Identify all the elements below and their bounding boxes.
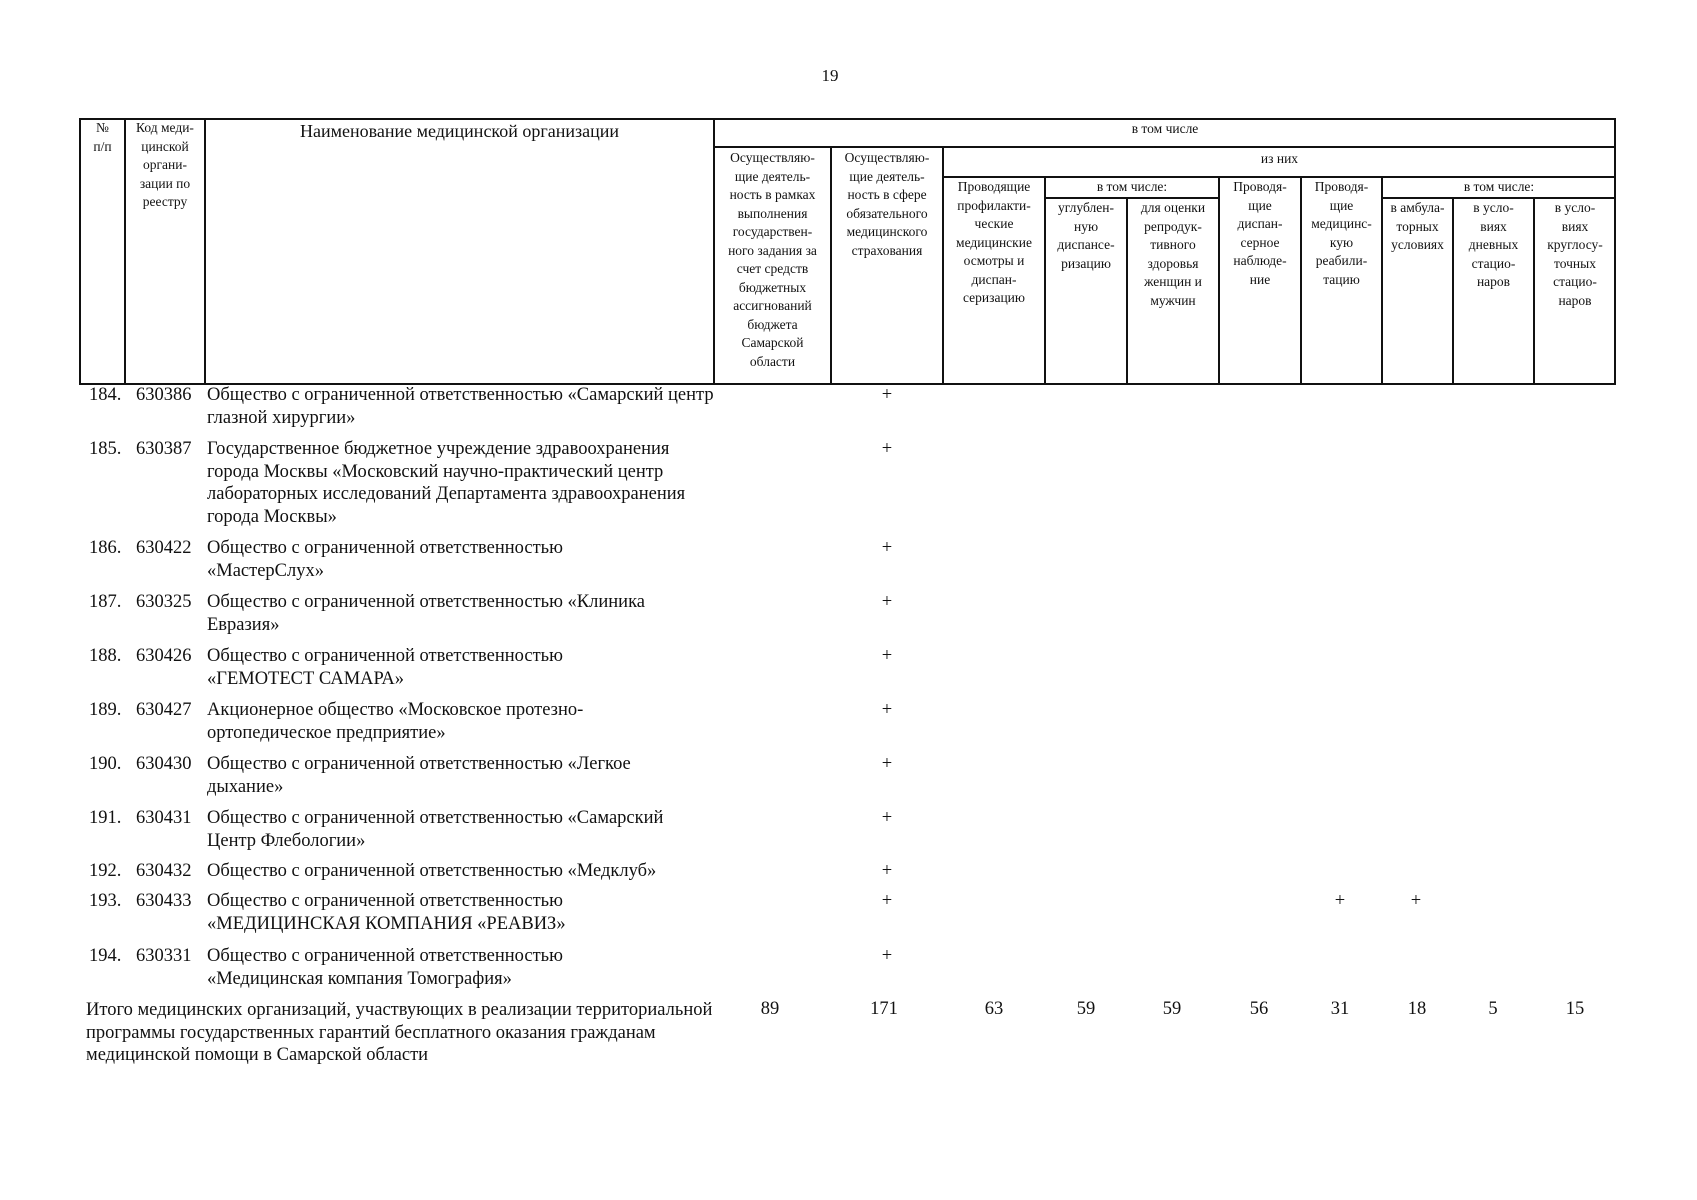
row-number: 193. <box>89 891 122 911</box>
row-name: Государственное бюджетное учреждение здравоохранения города Москвы «Московский научно-практический центр лабораторных исследований Департамента здравоохранения города Москвы» <box>207 439 686 527</box>
row-name: Общество с ограниченной ответственностью «МастерСлух» <box>207 538 563 581</box>
header-oms: Осуществляю- щие деятель- ность в сфере обязательного медицинского страхования <box>844 150 930 258</box>
total-day: 5 <box>1488 999 1498 1019</box>
row-oms-mark: + <box>881 646 893 666</box>
row-name: Общество с ограниченной ответственностью «Легкое дыхание» <box>207 754 631 797</box>
header-disp: Проводя- щие диспан- серное наблюде- ние <box>1233 179 1287 287</box>
row-number: 191. <box>89 808 122 828</box>
row-number: 187. <box>89 592 122 612</box>
row-code: 630430 <box>136 754 192 774</box>
row-number: 185. <box>89 439 122 459</box>
total-state-task: 89 <box>760 999 780 1019</box>
total-repro: 59 <box>1162 999 1182 1019</box>
row-amb-mark: + <box>1410 891 1422 911</box>
row-oms-mark: + <box>881 754 893 774</box>
header-code: Код меди- цинской органи- зации по реестру <box>136 120 194 209</box>
row-number: 194. <box>89 946 122 966</box>
row-name: Общество с ограниченной ответственностью «Медклуб» <box>207 861 657 881</box>
row-number: 184. <box>89 385 122 405</box>
row-code: 630331 <box>136 946 192 966</box>
header-num: № п/п <box>93 120 112 154</box>
row-rehab-mark: + <box>1334 891 1346 911</box>
total-round: 15 <box>1565 999 1585 1019</box>
header-in-total: в том числе <box>1131 121 1199 136</box>
header-day: в усло- виях дневных стацио- наров <box>1468 200 1519 289</box>
header-amb: в амбула- торных условиях <box>1390 200 1445 252</box>
row-code: 630386 <box>136 385 192 405</box>
header-deep: углублен- ную диспансе- ризацию <box>1057 200 1115 271</box>
row-name: Общество с ограниченной ответственностью «Клиника Евразия» <box>207 592 646 635</box>
row-number: 186. <box>89 538 122 558</box>
row-oms-mark: + <box>881 861 893 881</box>
total-deep: 59 <box>1076 999 1096 1019</box>
row-oms-mark: + <box>881 946 893 966</box>
total-oms: 171 <box>870 999 898 1019</box>
row-name: Акционерное общество «Московское протезно-ортопедическое предприятие» <box>207 700 584 743</box>
row-code: 630427 <box>136 700 192 720</box>
header-rehab: Проводя- щие медицинс- кую реабили- тацию <box>1311 179 1372 287</box>
total-label: Итого медицинских организаций, участвующих в реализации территориальной программы государственных гарантий бесплатного оказания гражданам медицинской помощи в Самарской области <box>86 1000 713 1065</box>
header-incl-1: в том числе: <box>1096 179 1168 194</box>
header-repro: для оценки репродук- тивного здоровья женщин и мужчин <box>1140 200 1206 308</box>
row-oms-mark: + <box>881 808 893 828</box>
row-oms-mark: + <box>881 439 893 459</box>
row-name: Общество с ограниченной ответственностью «Самарский Центр Флебологии» <box>207 808 664 851</box>
header-prof: Проводящие профилакти- ческие медицинские осмотры и диспан- серизацию <box>956 179 1032 305</box>
row-code: 630426 <box>136 646 192 666</box>
row-name: Общество с ограниченной ответственностью «МЕДИЦИНСКАЯ КОМПАНИЯ «РЕАВИЗ» <box>207 891 566 934</box>
row-code: 630432 <box>136 861 192 881</box>
row-oms-mark: + <box>881 891 893 911</box>
row-oms-mark: + <box>881 700 893 720</box>
row-number: 188. <box>89 646 122 666</box>
row-code: 630387 <box>136 439 192 459</box>
table-header <box>79 118 1616 384</box>
row-oms-mark: + <box>881 385 893 405</box>
row-oms-mark: + <box>881 538 893 558</box>
row-code: 630422 <box>136 538 192 558</box>
header-round: в усло- виях круглосу- точных стацио- наров <box>1547 200 1603 308</box>
total-disp: 56 <box>1249 999 1269 1019</box>
row-number: 189. <box>89 700 122 720</box>
total-rehab: 31 <box>1330 999 1350 1019</box>
total-amb: 18 <box>1407 999 1427 1019</box>
row-name: Общество с ограниченной ответственностью «ГЕМОТЕСТ САМАРА» <box>207 646 563 689</box>
row-name: Общество с ограниченной ответственностью «Самарский центр глазной хирургии» <box>207 385 714 428</box>
row-oms-mark: + <box>881 592 893 612</box>
header-name: Наименование медицинской организации <box>299 121 620 141</box>
header-incl-2: в том числе: <box>1463 179 1535 194</box>
page-number: 19 <box>821 66 839 85</box>
header-state-task: Осуществляю- щие деятель- ность в рамках выполнения государствен- ного задания за счет средств бюджетных ассигнований бюджета Самарской области <box>728 150 817 369</box>
row-number: 190. <box>89 754 122 774</box>
total-prof: 63 <box>984 999 1004 1019</box>
row-number: 192. <box>89 861 122 881</box>
row-code: 630325 <box>136 592 192 612</box>
row-code: 630433 <box>136 891 192 911</box>
row-name: Общество с ограниченной ответственностью «Медицинская компания Томография» <box>207 946 563 989</box>
header-of-them: из них <box>1260 151 1299 166</box>
row-code: 630431 <box>136 808 192 828</box>
